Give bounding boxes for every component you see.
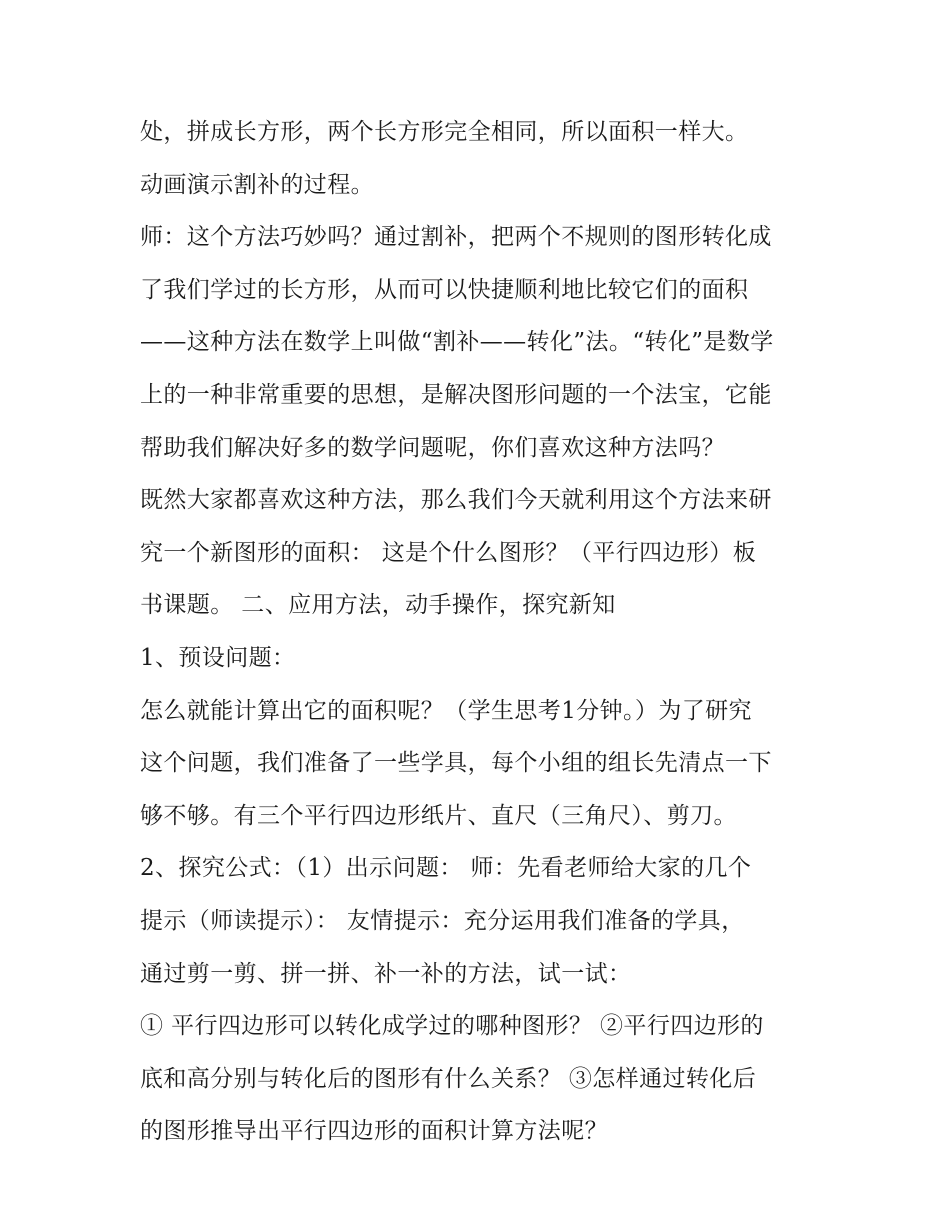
text-line: 上的一种非常重要的思想，是解决图形问题的一个法宝，它能 [140, 381, 772, 408]
section-heading: 2、探究公式：（1）出示问题： 师：先看老师给大家的几个 [140, 855, 752, 882]
text-line: 底和高分别与转化后的图形有什么关系？ ③怎样通过转化后 [140, 1065, 757, 1092]
text-line: 怎么就能计算出它的面积呢？（学生思考1分钟。）为了研究 [140, 697, 752, 724]
text-line: ① 平行四边形可以转化成学过的哪种图形？ ②平行四边形的 [140, 1013, 764, 1040]
text-line: 通过剪一剪、拼一拼、补一补的方法，试一试： [140, 960, 632, 987]
document-body [140, 106, 820, 1158]
section-heading: 1、预设问题： [140, 644, 296, 671]
text-line: 书课题。 二、应用方法，动手操作，探究新知 [140, 592, 616, 619]
text-line: 提示（师读提示）： 友情提示：充分运用我们准备的学具， [140, 907, 745, 934]
text-line: 够不够。有三个平行四边形纸片、直尺（三角尺）、剪刀。 [140, 802, 737, 829]
text-line: 这个问题，我们准备了一些学具，每个小组的组长先清点一下 [140, 750, 772, 777]
text-line: 处，拼成长方形，两个长方形完全相同，所以面积一样大。 [140, 119, 749, 145]
text-line: 帮助我们解决好多的数学问题呢，你们喜欢这种方法吗？ [140, 434, 725, 461]
text-line: 了我们学过的长方形，从而可以快捷顺利地比较它们的面积 [140, 276, 749, 303]
text-line: 究一个新图形的面积： 这是个什么图形？（平行四边形）板 [140, 539, 757, 566]
text-line: 师：这个方法巧妙吗？通过割补，把两个不规则的图形转化成 [140, 224, 772, 251]
text-line: 的图形推导出平行四边形的面积计算方法呢？ [140, 1118, 608, 1145]
text-line: 既然大家都喜欢这种方法，那么我们今天就利用这个方法来研 [140, 487, 772, 514]
text-line: ——这种方法在数学上叫做“割补——转化”法。“转化”是数学 [140, 329, 774, 356]
text-line: 动画演示割补的过程。 [140, 171, 374, 198]
